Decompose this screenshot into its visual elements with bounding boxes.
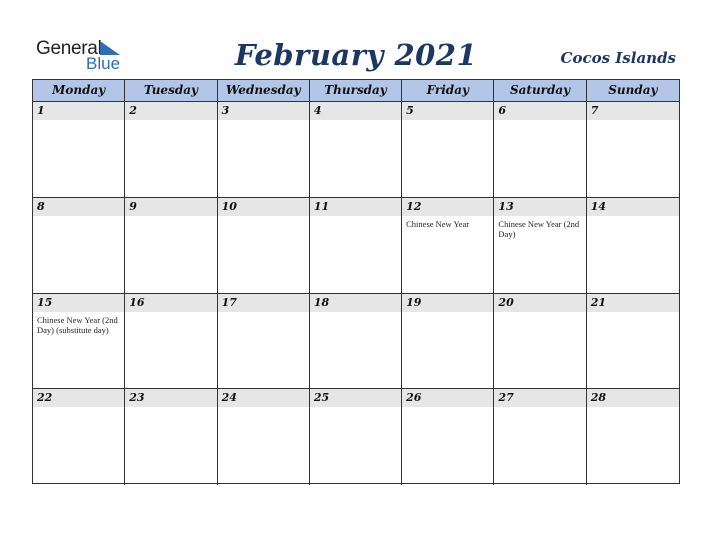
day-number: 22: [33, 389, 124, 407]
day-number: 2: [125, 102, 216, 120]
day-number: 27: [494, 389, 585, 407]
day-cell: [218, 294, 310, 389]
day-cell: [402, 198, 494, 293]
day-cell: [402, 294, 494, 389]
day-number: 9: [125, 198, 216, 216]
day-number: 3: [218, 102, 309, 120]
day-number: 17: [218, 294, 309, 312]
weekday-monday: Monday: [33, 80, 125, 101]
calendar-title: February 2021: [234, 38, 478, 72]
day-number: 26: [402, 389, 493, 407]
day-number: 6: [494, 102, 585, 120]
day-number: 16: [125, 294, 216, 312]
logo-word-blue: Blue: [86, 54, 121, 73]
day-cell: [218, 389, 310, 485]
day-cell: [310, 102, 402, 197]
day-number: 1: [33, 102, 124, 120]
day-number: 10: [218, 198, 309, 216]
day-cell: [125, 198, 217, 293]
day-cell: [494, 102, 586, 197]
day-cell: [310, 294, 402, 389]
day-number: 18: [310, 294, 401, 312]
day-cell: [218, 102, 310, 197]
day-cell: [587, 198, 679, 293]
country-name: Cocos Islands: [560, 49, 676, 67]
weekday-wednesday: Wednesday: [218, 80, 310, 101]
holiday-event: Chinese New Year (2nd Day) (substitute day): [37, 314, 118, 335]
day-cell: [494, 294, 586, 389]
day-number: 5: [402, 102, 493, 120]
day-cell: [402, 389, 494, 485]
week-row: [33, 102, 679, 198]
day-number: 12: [402, 198, 493, 216]
day-number: 19: [402, 294, 493, 312]
day-cell: [310, 389, 402, 485]
weekday-thursday: Thursday: [310, 80, 402, 101]
holiday-event: Chinese New Year (2nd Day): [498, 218, 580, 240]
day-cell: [125, 389, 217, 485]
day-cell: [33, 294, 125, 389]
day-number: 8: [33, 198, 124, 216]
day-cell: [587, 389, 679, 485]
week-row: [33, 294, 679, 390]
weekday-sunday: Sunday: [608, 83, 658, 97]
logo-triangle-icon: [100, 41, 120, 55]
day-cell: [494, 198, 586, 293]
day-number: 7: [587, 102, 679, 120]
logo-word-general: General: [36, 38, 102, 59]
day-number: 25: [310, 389, 401, 407]
day-number: 4: [310, 102, 401, 120]
day-number: 23: [125, 389, 216, 407]
day-number: 20: [494, 294, 585, 312]
weeks-container: [33, 102, 679, 485]
weekday-friday: Friday: [402, 80, 494, 101]
day-number: 14: [587, 198, 679, 216]
day-number: 21: [587, 294, 679, 312]
week-row: [33, 389, 679, 485]
day-cell: [33, 389, 125, 485]
day-number: 11: [310, 198, 401, 216]
day-number: 13: [494, 198, 585, 216]
day-cell: [33, 102, 125, 197]
day-cell: [587, 102, 679, 197]
day-cell: [587, 294, 679, 389]
day-cell: [218, 198, 310, 293]
day-cell: [125, 102, 217, 197]
day-cell: [310, 198, 402, 293]
weekday-saturday: Saturday: [494, 80, 586, 101]
generalblue-logo: [36, 38, 136, 74]
calendar-grid: [32, 79, 680, 484]
day-cell: [125, 294, 217, 389]
week-row: [33, 198, 679, 294]
day-cell: [33, 198, 125, 293]
holiday-event: Chinese New Year: [406, 218, 470, 229]
weekday-header-row: [33, 80, 679, 102]
day-number: 24: [218, 389, 309, 407]
day-cell: [494, 389, 586, 485]
day-cell: [402, 102, 494, 197]
day-number: 28: [587, 389, 679, 407]
day-number: 15: [33, 294, 124, 312]
weekday-tuesday: Tuesday: [125, 80, 217, 101]
